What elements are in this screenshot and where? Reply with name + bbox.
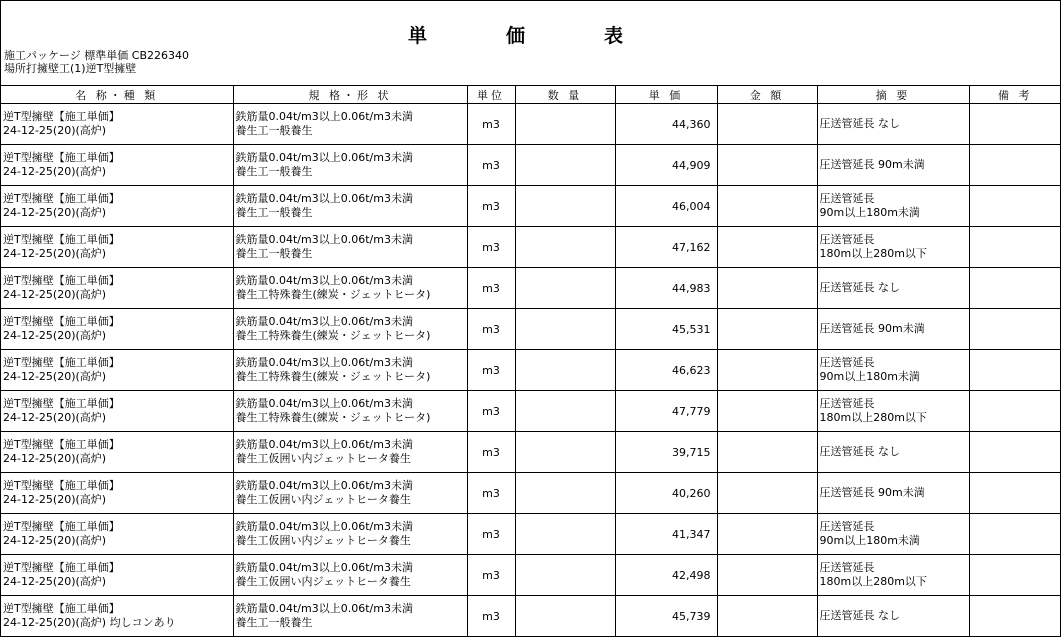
unit-price-cell-text: 46,623 xyxy=(672,363,711,377)
item-name-cell-text: 24-12-25(20)(高炉) xyxy=(3,206,107,219)
spec-cell-text: 養生工仮囲い内ジェットヒータ養生 xyxy=(235,534,411,547)
unit-cell xyxy=(467,596,515,637)
summary-cell-text: 圧送管延長 xyxy=(819,520,875,533)
spec-cell-text: 鉄筋量0.04t/m3以上0.06t/m3未満 xyxy=(235,110,413,123)
header-unit: 単位 xyxy=(467,86,515,104)
spec-cell-text: 養生工特殊養生(練炭・ジェットヒータ) xyxy=(235,288,431,301)
spec-cell-text: 養生工特殊養生(練炭・ジェットヒータ) xyxy=(235,411,431,424)
header-summary: 摘 要 xyxy=(817,86,969,104)
summary-cell xyxy=(817,268,969,309)
quantity-cell xyxy=(515,145,615,186)
item-name-cell xyxy=(1,268,233,309)
item-name-cell-text: 24-12-25(20)(高炉) xyxy=(3,370,107,383)
unit-cell-text: m3 xyxy=(482,568,500,582)
unit-cell xyxy=(467,186,515,227)
quantity-cell xyxy=(515,104,615,145)
item-name-cell-text: 逆T型擁壁【施工単価】 xyxy=(3,192,120,205)
table-row xyxy=(1,227,1061,268)
summary-cell-text: 圧送管延長 90m未満 xyxy=(819,158,925,171)
unit-price-cell-text: 47,779 xyxy=(672,404,711,418)
table-row xyxy=(1,555,1061,596)
spec-cell xyxy=(233,391,467,432)
unit-price-cell xyxy=(615,145,717,186)
item-name-cell xyxy=(1,432,233,473)
item-name-cell-text: 逆T型擁壁【施工単価】 xyxy=(3,356,120,369)
summary-cell-text: 90m以上180m未満 xyxy=(819,370,920,383)
spec-cell-text: 鉄筋量0.04t/m3以上0.06t/m3未満 xyxy=(235,561,413,574)
unit-price-table xyxy=(1,85,1061,637)
unit-price-cell xyxy=(615,432,717,473)
amount-cell xyxy=(717,596,817,637)
unit-price-cell xyxy=(615,473,717,514)
quantity-cell xyxy=(515,391,615,432)
amount-cell xyxy=(717,350,817,391)
spec-cell-text: 養生工一般養生 xyxy=(235,165,313,178)
header-name: 名 称・種 類 xyxy=(1,86,233,104)
unit-price-cell-text: 45,531 xyxy=(672,322,711,336)
spec-cell xyxy=(233,104,467,145)
amount-cell xyxy=(717,227,817,268)
item-name-cell-text: 逆T型擁壁【施工単価】 xyxy=(3,110,120,123)
quantity-cell xyxy=(515,514,615,555)
table-row xyxy=(1,514,1061,555)
summary-cell-text: 圧送管延長 xyxy=(819,233,875,246)
summary-cell xyxy=(817,391,969,432)
spec-cell-text: 養生工仮囲い内ジェットヒータ養生 xyxy=(235,575,411,588)
spec-cell xyxy=(233,145,467,186)
spec-cell-text: 養生工一般養生 xyxy=(235,124,313,137)
remarks-cell xyxy=(969,268,1061,309)
unit-price-cell xyxy=(615,309,717,350)
remarks-cell xyxy=(969,145,1061,186)
amount-cell xyxy=(717,268,817,309)
item-name-cell xyxy=(1,514,233,555)
table-row xyxy=(1,391,1061,432)
item-name-cell-text: 逆T型擁壁【施工単価】 xyxy=(3,561,120,574)
spec-cell-text: 養生工仮囲い内ジェットヒータ養生 xyxy=(235,452,411,465)
spec-cell xyxy=(233,350,467,391)
quantity-cell xyxy=(515,227,615,268)
unit-cell-text: m3 xyxy=(482,117,500,131)
amount-cell xyxy=(717,186,817,227)
remarks-cell xyxy=(969,596,1061,637)
item-name-cell-text: 逆T型擁壁【施工単価】 xyxy=(3,438,120,451)
item-name-cell-text: 24-12-25(20)(高炉) 均しコンあり xyxy=(3,616,176,629)
header-unit-price: 単 価 xyxy=(615,86,717,104)
quantity-cell xyxy=(515,268,615,309)
unit-cell xyxy=(467,432,515,473)
item-name-cell-text: 逆T型擁壁【施工単価】 xyxy=(3,479,120,492)
remarks-cell xyxy=(969,473,1061,514)
spec-cell-text: 鉄筋量0.04t/m3以上0.06t/m3未満 xyxy=(235,479,413,492)
spec-cell-text: 養生工特殊養生(練炭・ジェットヒータ) xyxy=(235,329,431,342)
unit-price-cell-text: 44,909 xyxy=(672,158,711,172)
spec-cell xyxy=(233,596,467,637)
header-amount: 金 額 xyxy=(717,86,817,104)
item-name-cell xyxy=(1,473,233,514)
unit-price-cell-text: 41,347 xyxy=(672,527,711,541)
summary-cell xyxy=(817,555,969,596)
summary-cell xyxy=(817,186,969,227)
unit-price-cell xyxy=(615,186,717,227)
item-name-cell xyxy=(1,227,233,268)
item-name-cell-text: 逆T型擁壁【施工単価】 xyxy=(3,151,120,164)
table-row xyxy=(1,309,1061,350)
item-name-cell-text: 逆T型擁壁【施工単価】 xyxy=(3,233,120,246)
unit-cell-text: m3 xyxy=(482,199,500,213)
quantity-cell xyxy=(515,473,615,514)
unit-cell-text: m3 xyxy=(482,527,500,541)
item-name-cell xyxy=(1,104,233,145)
amount-cell xyxy=(717,432,817,473)
summary-cell-text: 圧送管延長 xyxy=(819,192,875,205)
quantity-cell xyxy=(515,350,615,391)
summary-cell-text: 圧送管延長 なし xyxy=(819,445,900,458)
package-code-line: 施工パッケージ 標準単価 CB226340 xyxy=(4,49,189,62)
unit-price-cell-text: 44,983 xyxy=(672,281,711,295)
table-row xyxy=(1,268,1061,309)
spec-cell-text: 鉄筋量0.04t/m3以上0.06t/m3未満 xyxy=(235,397,413,410)
quantity-cell xyxy=(515,309,615,350)
remarks-cell xyxy=(969,186,1061,227)
spec-cell xyxy=(233,514,467,555)
unit-cell xyxy=(467,350,515,391)
unit-cell-text: m3 xyxy=(482,158,500,172)
unit-price-cell xyxy=(615,514,717,555)
spec-cell xyxy=(233,186,467,227)
item-name-cell xyxy=(1,186,233,227)
item-name-cell-text: 逆T型擁壁【施工単価】 xyxy=(3,602,120,615)
item-name-cell xyxy=(1,350,233,391)
table-row xyxy=(1,104,1061,145)
header-remarks: 備 考 xyxy=(969,86,1061,104)
remarks-cell xyxy=(969,350,1061,391)
summary-cell-text: 圧送管延長 なし xyxy=(819,609,900,622)
quantity-cell xyxy=(515,555,615,596)
table-row xyxy=(1,350,1061,391)
remarks-cell xyxy=(969,104,1061,145)
unit-price-cell xyxy=(615,227,717,268)
unit-price-cell-text: 40,260 xyxy=(672,486,711,500)
item-name-cell-text: 逆T型擁壁【施工単価】 xyxy=(3,520,120,533)
unit-cell xyxy=(467,391,515,432)
spec-cell-text: 養生工仮囲い内ジェットヒータ養生 xyxy=(235,493,411,506)
unit-price-cell xyxy=(615,350,717,391)
summary-cell xyxy=(817,350,969,391)
item-name-cell-text: 24-12-25(20)(高炉) xyxy=(3,534,107,547)
summary-cell-text: 圧送管延長 なし xyxy=(819,281,900,294)
summary-cell xyxy=(817,309,969,350)
summary-cell xyxy=(817,145,969,186)
spec-cell-text: 鉄筋量0.04t/m3以上0.06t/m3未満 xyxy=(235,233,413,246)
summary-cell-text: 圧送管延長 90m未満 xyxy=(819,322,925,335)
item-name-cell-text: 24-12-25(20)(高炉) xyxy=(3,575,107,588)
unit-price-cell xyxy=(615,268,717,309)
spec-cell-text: 養生工一般養生 xyxy=(235,206,313,219)
unit-cell-text: m3 xyxy=(482,322,500,336)
unit-price-cell xyxy=(615,596,717,637)
unit-price-cell-text: 42,498 xyxy=(672,568,711,582)
remarks-cell xyxy=(969,391,1061,432)
summary-cell-text: 180m以上280m以下 xyxy=(819,411,927,424)
item-name-cell-text: 逆T型擁壁【施工単価】 xyxy=(3,397,120,410)
unit-cell-text: m3 xyxy=(482,281,500,295)
table-row xyxy=(1,432,1061,473)
quantity-cell xyxy=(515,432,615,473)
work-type-line: 場所打擁壁工(1)逆T型擁壁 xyxy=(4,62,137,75)
amount-cell xyxy=(717,391,817,432)
quantity-cell xyxy=(515,186,615,227)
item-name-cell-text: 24-12-25(20)(高炉) xyxy=(3,329,107,342)
summary-cell xyxy=(817,432,969,473)
remarks-cell xyxy=(969,432,1061,473)
amount-cell xyxy=(717,514,817,555)
summary-cell xyxy=(817,473,969,514)
item-name-cell-text: 逆T型擁壁【施工単価】 xyxy=(3,315,120,328)
summary-cell-text: 90m以上180m未満 xyxy=(819,206,920,219)
item-name-cell xyxy=(1,145,233,186)
summary-cell-text: 圧送管延長 xyxy=(819,561,875,574)
spec-cell-text: 養生工一般養生 xyxy=(235,247,313,260)
item-name-cell xyxy=(1,309,233,350)
unit-cell xyxy=(467,227,515,268)
item-name-cell-text: 逆T型擁壁【施工単価】 xyxy=(3,274,120,287)
table-row xyxy=(1,596,1061,637)
spec-cell xyxy=(233,555,467,596)
spec-cell-text: 鉄筋量0.04t/m3以上0.06t/m3未満 xyxy=(235,274,413,287)
unit-cell xyxy=(467,268,515,309)
spec-cell xyxy=(233,309,467,350)
unit-cell xyxy=(467,309,515,350)
spec-cell xyxy=(233,473,467,514)
spec-cell-text: 鉄筋量0.04t/m3以上0.06t/m3未満 xyxy=(235,438,413,451)
remarks-cell xyxy=(969,227,1061,268)
unit-cell-text: m3 xyxy=(482,240,500,254)
unit-cell-text: m3 xyxy=(482,486,500,500)
unit-cell xyxy=(467,555,515,596)
summary-cell xyxy=(817,104,969,145)
remarks-cell xyxy=(969,309,1061,350)
unit-price-cell xyxy=(615,104,717,145)
table-row xyxy=(1,186,1061,227)
remarks-cell xyxy=(969,514,1061,555)
summary-cell xyxy=(817,596,969,637)
item-name-cell-text: 24-12-25(20)(高炉) xyxy=(3,124,107,137)
summary-cell-text: 圧送管延長 なし xyxy=(819,117,900,130)
amount-cell xyxy=(717,555,817,596)
unit-price-cell-text: 47,162 xyxy=(672,240,711,254)
unit-price-cell-text: 39,715 xyxy=(672,445,711,459)
quantity-cell xyxy=(515,596,615,637)
unit-cell xyxy=(467,145,515,186)
amount-cell xyxy=(717,104,817,145)
unit-price-cell-text: 44,360 xyxy=(672,117,711,131)
table-header-row xyxy=(1,86,1061,104)
summary-cell xyxy=(817,227,969,268)
table-row xyxy=(1,145,1061,186)
summary-cell-text: 90m以上180m未満 xyxy=(819,534,920,547)
unit-cell xyxy=(467,514,515,555)
item-name-cell xyxy=(1,555,233,596)
spec-cell-text: 養生工一般養生 xyxy=(235,616,313,629)
unit-price-cell xyxy=(615,391,717,432)
unit-cell-text: m3 xyxy=(482,445,500,459)
item-name-cell-text: 24-12-25(20)(高炉) xyxy=(3,165,107,178)
item-name-cell-text: 24-12-25(20)(高炉) xyxy=(3,493,107,506)
unit-cell xyxy=(467,473,515,514)
summary-cell-text: 圧送管延長 xyxy=(819,397,875,410)
item-name-cell-text: 24-12-25(20)(高炉) xyxy=(3,452,107,465)
page-title: 単 価 表 xyxy=(407,25,653,47)
spec-cell xyxy=(233,432,467,473)
spec-cell-text: 鉄筋量0.04t/m3以上0.06t/m3未満 xyxy=(235,315,413,328)
item-name-cell xyxy=(1,596,233,637)
spec-cell-text: 鉄筋量0.04t/m3以上0.06t/m3未満 xyxy=(235,356,413,369)
unit-cell-text: m3 xyxy=(482,609,500,623)
spec-cell-text: 鉄筋量0.04t/m3以上0.06t/m3未満 xyxy=(235,520,413,533)
unit-price-cell-text: 45,739 xyxy=(672,609,711,623)
summary-cell-text: 180m以上280m以下 xyxy=(819,575,927,588)
amount-cell xyxy=(717,309,817,350)
item-name-cell-text: 24-12-25(20)(高炉) xyxy=(3,411,107,424)
spec-cell xyxy=(233,227,467,268)
amount-cell xyxy=(717,145,817,186)
unit-cell xyxy=(467,104,515,145)
table-row xyxy=(1,473,1061,514)
summary-cell-text: 180m以上280m以下 xyxy=(819,247,927,260)
unit-cell-text: m3 xyxy=(482,404,500,418)
summary-cell-text: 圧送管延長 90m未満 xyxy=(819,486,925,499)
amount-cell xyxy=(717,473,817,514)
item-name-cell xyxy=(1,391,233,432)
spec-cell-text: 鉄筋量0.04t/m3以上0.06t/m3未満 xyxy=(235,602,413,615)
spec-cell xyxy=(233,268,467,309)
spec-cell-text: 養生工特殊養生(練炭・ジェットヒータ) xyxy=(235,370,431,383)
item-name-cell-text: 24-12-25(20)(高炉) xyxy=(3,288,107,301)
unit-cell-text: m3 xyxy=(482,363,500,377)
summary-cell-text: 圧送管延長 xyxy=(819,356,875,369)
remarks-cell xyxy=(969,555,1061,596)
spec-cell-text: 鉄筋量0.04t/m3以上0.06t/m3未満 xyxy=(235,151,413,164)
unit-price-cell-text: 46,004 xyxy=(672,199,711,213)
header-spec: 規 格・形 状 xyxy=(233,86,467,104)
item-name-cell-text: 24-12-25(20)(高炉) xyxy=(3,247,107,260)
spec-cell-text: 鉄筋量0.04t/m3以上0.06t/m3未満 xyxy=(235,192,413,205)
unit-price-cell xyxy=(615,555,717,596)
summary-cell xyxy=(817,514,969,555)
header-quantity: 数 量 xyxy=(515,86,615,104)
